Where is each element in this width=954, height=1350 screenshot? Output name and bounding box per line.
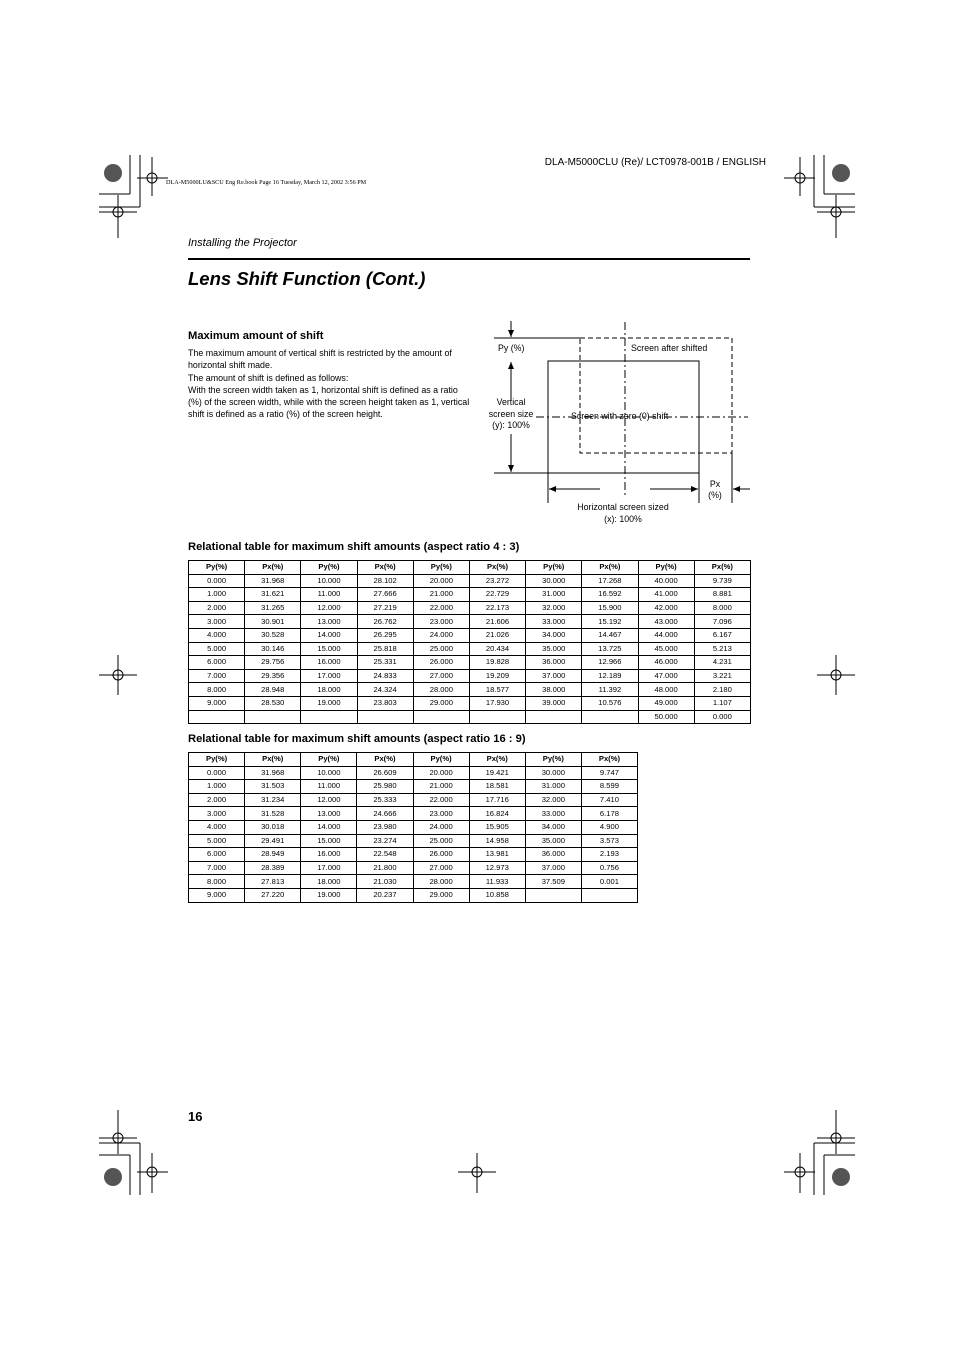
table-row [189,834,638,848]
table-cell: 3.573 [581,834,637,848]
table-cell: 37.509 [525,875,581,889]
table-cell: 7.096 [694,615,750,629]
table-row [189,766,638,780]
table-cell: 30.146 [245,642,301,656]
table-cell: 10.000 [301,574,357,588]
table-cell: 31.968 [245,574,301,588]
column-header: Px(%) [694,561,750,575]
table-cell: 1.000 [189,588,245,602]
table-cell: 9.000 [189,696,245,710]
table-cell: 15.000 [301,642,357,656]
table-cell: 15.905 [469,820,525,834]
py-label: Py (%) [498,343,525,353]
table-cell: 16.824 [469,807,525,821]
table-cell: 2.000 [189,601,245,615]
table-row [189,601,751,615]
horizontal-size-label: (x): 100% [604,514,642,524]
table-cell [582,710,638,724]
table-cell: 6.000 [189,656,245,670]
table-cell: 6.167 [694,628,750,642]
table-cell: 11.000 [301,588,357,602]
table-cell [189,710,245,724]
px-label: (%) [708,490,722,500]
table-cell: 23.274 [357,834,413,848]
table-cell: 18.581 [469,780,525,794]
table-cell: 15.192 [582,615,638,629]
table-cell: 19.828 [469,656,525,670]
table-cell: 21.000 [413,780,469,794]
table-cell: 32.000 [526,601,582,615]
column-header: Px(%) [469,561,525,575]
table-cell: 0.001 [581,875,637,889]
page-number: 16 [188,1109,203,1124]
table-cell: 6.000 [189,848,245,862]
table-cell: 13.000 [301,807,357,821]
table-cell: 25.818 [357,642,413,656]
table-row [189,861,638,875]
shift-table-4-3 [188,560,751,724]
table-cell: 28.389 [245,861,301,875]
table-cell: 13.981 [469,848,525,862]
table-cell: 25.000 [413,642,469,656]
table-cell: 28.948 [245,683,301,697]
table-cell: 28.949 [245,848,301,862]
column-header: Px(%) [469,753,525,767]
table-cell: 11.392 [582,683,638,697]
table-cell: 14.000 [301,628,357,642]
column-header: Py(%) [638,561,694,575]
table-cell: 18.577 [469,683,525,697]
table-cell: 47.000 [638,669,694,683]
table-cell: 9.739 [694,574,750,588]
lens-shift-diagram [0,0,954,560]
column-header: Py(%) [189,753,245,767]
table-169-heading: Relational table for maximum shift amounts (aspect ratio 16 : 9) [188,733,526,745]
table-header-row [189,561,751,575]
table-cell [526,710,582,724]
table-cell: 35.000 [525,834,581,848]
table-cell: 4.231 [694,656,750,670]
table-cell: 19.000 [301,888,357,902]
table-cell: 49.000 [638,696,694,710]
table-cell: 26.762 [357,615,413,629]
table-cell [245,710,301,724]
table-cell: 7.000 [189,861,245,875]
table-cell: 23.272 [469,574,525,588]
table-cell: 31.621 [245,588,301,602]
table-cell: 2.180 [694,683,750,697]
table-cell: 30.018 [245,820,301,834]
table-cell: 10.576 [582,696,638,710]
table-cell: 28.530 [245,696,301,710]
table-row [189,642,751,656]
table-cell: 29.000 [413,888,469,902]
table-cell: 29.756 [245,656,301,670]
description-paragraph: The amount of shift is defined as follows: [188,372,349,383]
table-cell: 19.209 [469,669,525,683]
table-cell: 14.958 [469,834,525,848]
table-cell: 27.000 [413,861,469,875]
table-cell: 29.000 [413,696,469,710]
table-cell: 2.000 [189,793,245,807]
table-cell: 27.000 [413,669,469,683]
table-row [189,615,751,629]
column-header: Py(%) [526,561,582,575]
table-cell: 17.000 [301,861,357,875]
file-info: DLA-M5000LU&SCU Eng Re.book Page 16 Tuesday, March 12, 2002 3:56 PM [166,179,367,186]
table-cell: 0.756 [581,861,637,875]
table-cell: 26.295 [357,628,413,642]
table-cell: 23.803 [357,696,413,710]
table-row [189,875,638,889]
table-cell: 22.173 [469,601,525,615]
table-cell: 48.000 [638,683,694,697]
vertical-size-label: screen size [488,409,534,419]
table-cell: 14.000 [301,820,357,834]
table-cell: 23.000 [413,807,469,821]
table-cell: 12.973 [469,861,525,875]
table-cell: 31.503 [245,780,301,794]
table-cell: 28.102 [357,574,413,588]
table-cell: 26.000 [413,848,469,862]
table-cell: 33.000 [526,615,582,629]
table-cell: 36.000 [526,656,582,670]
table-cell: 43.000 [638,615,694,629]
table-cell: 21.800 [357,861,413,875]
table-cell: 27.220 [245,888,301,902]
table-row [189,696,751,710]
table-cell: 30.000 [525,766,581,780]
table-cell: 25.333 [357,793,413,807]
table-cell: 28.000 [413,875,469,889]
table-cell: 37.000 [525,861,581,875]
table-cell: 34.000 [525,820,581,834]
table-cell: 28.000 [413,683,469,697]
column-header: Py(%) [525,753,581,767]
table-cell: 3.000 [189,615,245,629]
table-cell: 19.421 [469,766,525,780]
table-cell: 44.000 [638,628,694,642]
table-cell: 30.528 [245,628,301,642]
table-cell: 12.000 [301,601,357,615]
table-cell: 10.858 [469,888,525,902]
section-label: Installing the Projector [188,237,297,249]
column-header: Px(%) [357,753,413,767]
table-cell: 21.026 [469,628,525,642]
table-cell [469,710,525,724]
column-header: Px(%) [581,753,637,767]
table-cell: 42.000 [638,601,694,615]
table-cell: 41.000 [638,588,694,602]
table-cell: 24.000 [413,820,469,834]
table-row [189,888,638,902]
table-cell: 18.000 [301,875,357,889]
table-cell: 3.221 [694,669,750,683]
table-cell: 26.609 [357,766,413,780]
table-cell: 13.725 [582,642,638,656]
max-shift-heading: Maximum amount of shift [188,330,324,342]
vertical-size-label: (y): 100% [492,420,530,430]
table-cell: 17.000 [301,669,357,683]
table-header-row [189,753,638,767]
table-row [189,820,638,834]
table-cell: 22.548 [357,848,413,862]
table-cell: 17.716 [469,793,525,807]
table-cell: 22.000 [413,601,469,615]
description-paragraph: The maximum amount of vertical shift is restricted by the amount of horizontal shift made. [188,348,452,371]
table-cell: 12.000 [301,793,357,807]
table-cell: 11.000 [301,780,357,794]
table-cell: 27.666 [357,588,413,602]
table-cell: 30.901 [245,615,301,629]
table-cell: 23.980 [357,820,413,834]
table-cell: 50.000 [638,710,694,724]
table-row [189,683,751,697]
table-cell: 22.729 [469,588,525,602]
table-cell: 25.331 [357,656,413,670]
table-cell: 7.000 [189,669,245,683]
table-cell: 39.000 [526,696,582,710]
table-row [189,710,751,724]
px-label: Px [709,479,721,489]
table-cell: 21.606 [469,615,525,629]
table-cell: 20.434 [469,642,525,656]
table-cell: 35.000 [526,642,582,656]
table-cell: 24.666 [357,807,413,821]
document-id: DLA-M5000CLU (Re)/ LCT0978-001B / ENGLISH [544,157,766,168]
table-cell: 31.234 [245,793,301,807]
table-cell [413,710,469,724]
table-cell: 24.000 [413,628,469,642]
table-cell: 9.747 [581,766,637,780]
table-cell: 21.000 [413,588,469,602]
column-header: Py(%) [301,753,357,767]
table-row [189,807,638,821]
table-cell: 45.000 [638,642,694,656]
table-cell: 16.000 [301,656,357,670]
table-cell: 30.000 [526,574,582,588]
page-title: Lens Shift Function (Cont.) [188,268,426,289]
table-cell: 4.000 [189,820,245,834]
horizontal-size-label: Horizontal screen sized [577,502,669,512]
table-row [189,656,751,670]
table-cell: 12.189 [582,669,638,683]
table-cell: 31.000 [525,780,581,794]
table-cell: 29.356 [245,669,301,683]
table-cell: 10.000 [301,766,357,780]
table-cell: 22.000 [413,793,469,807]
table-cell: 27.219 [357,601,413,615]
table-cell: 18.000 [301,683,357,697]
table-cell: 32.000 [525,793,581,807]
table-cell: 15.900 [582,601,638,615]
table-cell: 20.237 [357,888,413,902]
table-cell: 16.592 [582,588,638,602]
column-header: Py(%) [413,753,469,767]
table-row [189,780,638,794]
column-header: Py(%) [301,561,357,575]
table-cell: 12.966 [582,656,638,670]
table-row [189,848,638,862]
table-cell: 36.000 [525,848,581,862]
table-cell: 11.933 [469,875,525,889]
table-cell: 4.900 [581,820,637,834]
table-cell: 46.000 [638,656,694,670]
table-cell: 31.968 [245,766,301,780]
shifted-screen [580,338,732,453]
table-cell: 8.599 [581,780,637,794]
vertical-size-label: Vertical [496,397,526,407]
table-cell: 5.000 [189,642,245,656]
table-row [189,588,751,602]
table-cell: 0.000 [189,574,245,588]
table-cell: 3.000 [189,807,245,821]
column-header: Px(%) [245,561,301,575]
table-cell: 20.000 [413,574,469,588]
table-cell: 23.000 [413,615,469,629]
table-cell: 5.000 [189,834,245,848]
column-header: Px(%) [357,561,413,575]
table-cell: 25.000 [413,834,469,848]
table-cell: 31.000 [526,588,582,602]
table-cell: 40.000 [638,574,694,588]
table-cell: 34.000 [526,628,582,642]
table-cell: 0.000 [694,710,750,724]
table-cell: 17.930 [469,696,525,710]
table-cell: 14.467 [582,628,638,642]
table-cell: 6.178 [581,807,637,821]
shift-table-16-9 [188,752,638,903]
table-cell: 8.000 [189,875,245,889]
table-cell: 8.881 [694,588,750,602]
table-cell: 33.000 [525,807,581,821]
description-paragraph: With the screen width taken as 1, horizontal shift is defined as a ratio (%) of the screen width, while with the screen height taken as 1, vertical shift is defined as a ratio (%) of the screen height. [188,384,470,420]
table-cell: 2.193 [581,848,637,862]
table-cell: 20.000 [413,766,469,780]
table-cell: 17.268 [582,574,638,588]
table-cell: 8.000 [189,683,245,697]
table-cell: 16.000 [301,848,357,862]
table-43-heading: Relational table for maximum shift amounts (aspect ratio 4 : 3) [188,541,520,553]
column-header: Px(%) [245,753,301,767]
table-cell: 9.000 [189,888,245,902]
table-cell: 19.000 [301,696,357,710]
table-cell: 8.000 [694,601,750,615]
zero-shift-label: Screen with zero (0) shift [571,411,669,421]
column-header: Py(%) [189,561,245,575]
table-cell: 38.000 [526,683,582,697]
table-cell: 7.410 [581,793,637,807]
table-cell: 24.833 [357,669,413,683]
column-header: Px(%) [582,561,638,575]
table-cell: 21.030 [357,875,413,889]
table-cell: 31.528 [245,807,301,821]
table-cell [357,710,413,724]
table-cell: 1.000 [189,780,245,794]
table-cell: 1.107 [694,696,750,710]
table-cell: 13.000 [301,615,357,629]
table-row [189,793,638,807]
table-cell: 37.000 [526,669,582,683]
table-cell: 24.324 [357,683,413,697]
table-cell: 26.000 [413,656,469,670]
column-header: Py(%) [413,561,469,575]
table-cell: 29.491 [245,834,301,848]
table-row [189,574,751,588]
table-cell: 0.000 [189,766,245,780]
table-cell: 27.813 [245,875,301,889]
table-cell [525,888,581,902]
table-cell: 4.000 [189,628,245,642]
table-cell [581,888,637,902]
table-cell: 5.213 [694,642,750,656]
table-row [189,628,751,642]
table-row [189,669,751,683]
table-cell: 25.980 [357,780,413,794]
table-cell: 31.265 [245,601,301,615]
shifted-screen-label: Screen after shifted [631,343,708,353]
table-cell [301,710,357,724]
table-cell: 15.000 [301,834,357,848]
